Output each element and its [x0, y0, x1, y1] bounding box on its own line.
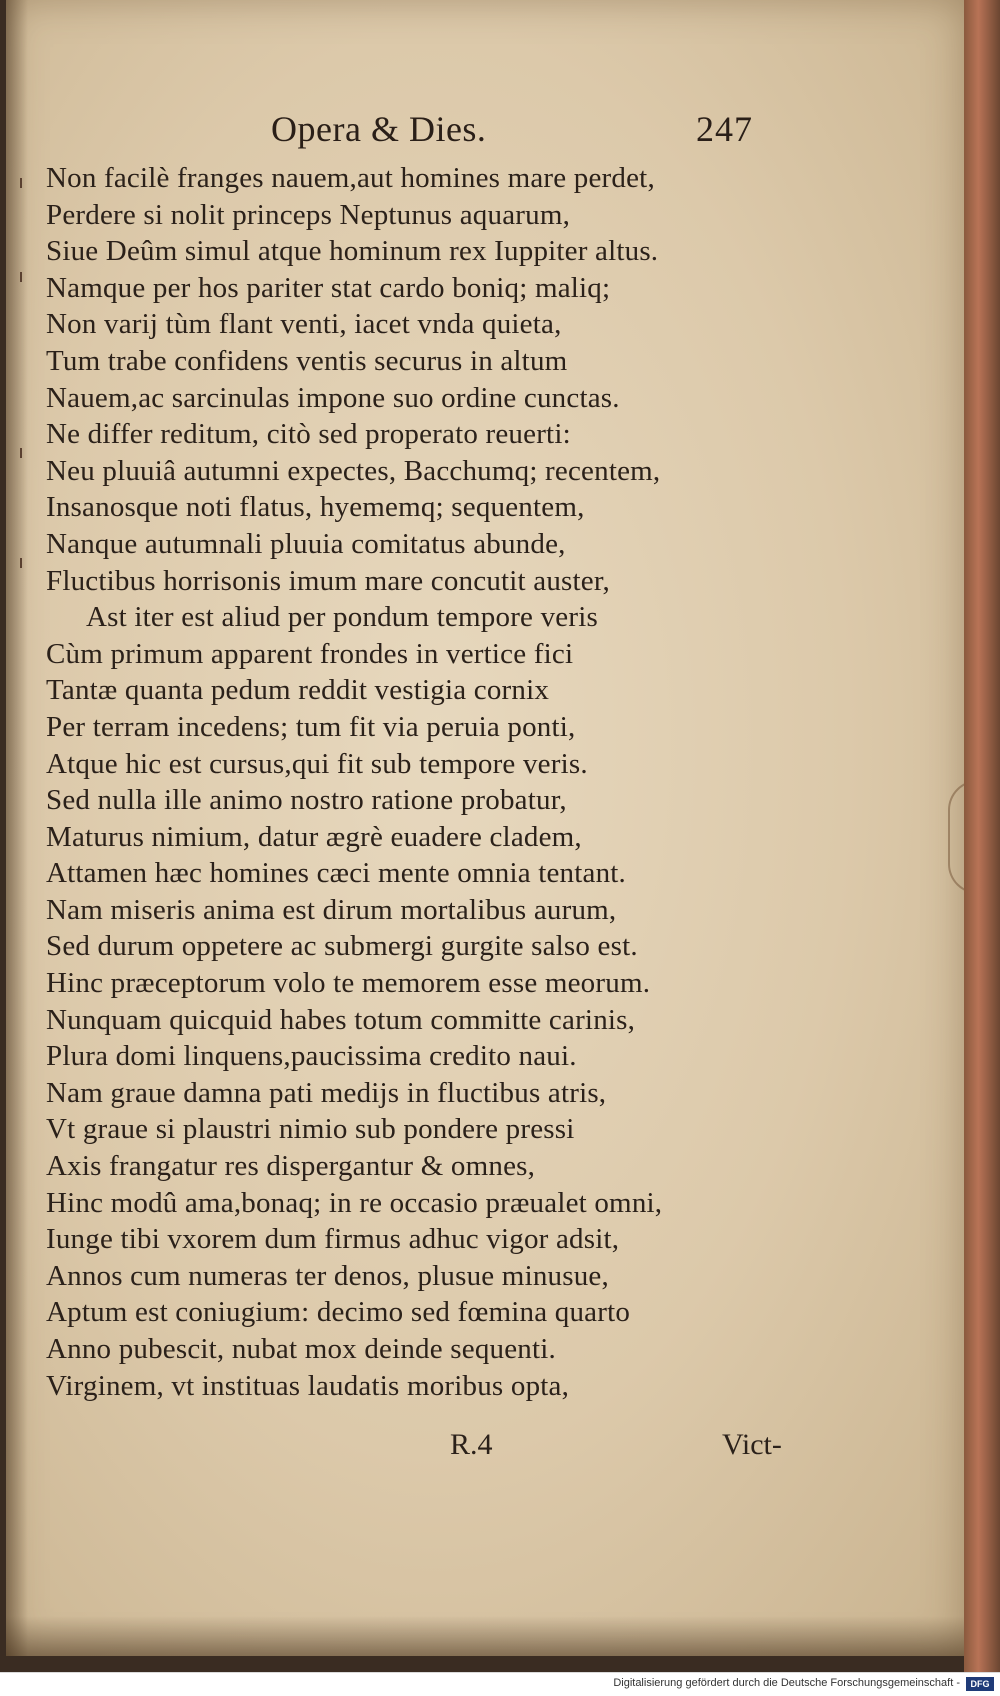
verse-line: Attamen hæc homines cæci mente omnia tentant.	[46, 857, 626, 890]
verse-line: Hinc præceptorum volo te memorem esse meorum.	[46, 967, 651, 1000]
verse-line: Axis frangatur res dispergantur & omnes,	[46, 1150, 536, 1183]
margin-mark	[20, 558, 22, 568]
funding-credit: Digitalisierung gefördert durch die Deutsche Forschungsgemeinschaft -	[613, 1677, 960, 1689]
verse-line: Virginem, vt instituas laudatis moribus opta,	[46, 1369, 570, 1402]
margin-mark	[20, 448, 22, 458]
verse-line: Nam graue damna pati medijs in fluctibus atris,	[46, 1076, 607, 1109]
verse-line: Atque hic est cursus,qui fit sub tempore veris.	[46, 747, 588, 780]
page-footer	[6, 1428, 964, 1478]
catchword: Vict-	[722, 1428, 782, 1461]
verse-line: Nanque autumnali pluuia comitatus abunde,	[46, 527, 566, 560]
signature-mark: R.4	[450, 1428, 493, 1461]
page-header	[6, 108, 964, 158]
verse-line: Maturus nimium, datur ægrè euadere cladem,	[46, 820, 582, 853]
gutter-shadow	[6, 0, 28, 1656]
verse-line: Aptum est coniugium: decimo sed fœmina quarto	[46, 1296, 631, 1329]
page-number: 247	[696, 109, 753, 149]
verse-line: Non varij tùm flant venti, iacet vnda quieta,	[46, 308, 562, 341]
verse-line: Perdere si nolit princeps Neptunus aquarum,	[46, 198, 571, 231]
verse-line: Namque per hos pariter stat cardo boniq; maliq;	[46, 271, 611, 304]
verse-line: Nauem,ac sarcinulas impone suo ordine cunctas.	[46, 381, 620, 414]
verse-line: Hinc modû ama,bonaq; in re occasio præualet omni,	[46, 1186, 663, 1219]
verse-line: Iunge tibi vxorem dum firmus adhuc vigor adsit,	[46, 1223, 620, 1256]
book-edge	[964, 0, 1000, 1672]
verse-line: Cùm primum apparent frondes in vertice fici	[46, 637, 574, 670]
verse-line: Vt graue si plaustri nimio sub pondere pressi	[46, 1113, 575, 1146]
verse-line: Sed nulla ille animo nostro ratione probatur,	[46, 784, 567, 817]
dfg-logo: DFG	[966, 1677, 994, 1691]
credit-bar	[0, 1672, 1000, 1696]
verse-line: Non facilè franges nauem,aut homines mare perdet,	[46, 162, 655, 194]
verse-line: Neu pluuiâ autumni expectes, Bacchumq; recentem,	[46, 454, 661, 487]
verse-line: Per terram incedens; tum fit via peruia ponti,	[46, 710, 576, 743]
verse-line: Anno pubescit, nubat mox deinde sequenti.	[46, 1333, 556, 1365]
verse-line: Nunquam quicquid habes totum committe carinis,	[46, 1003, 636, 1036]
verse-line: Siue Deûm simul atque hominum rex Iuppiter altus.	[46, 235, 659, 268]
verse-line: Ne differ reditum, citò sed properato reuerti:	[46, 418, 571, 451]
verse-line: Sed durum oppetere ac submergi gurgite salso est.	[46, 930, 638, 963]
running-head: Opera & Dies.	[271, 109, 487, 149]
verse-line: Nam miseris anima est dirum mortalibus aurum,	[46, 893, 617, 926]
margin-mark	[20, 272, 22, 282]
verse-line: Tum trabe confidens ventis securus in altum	[46, 344, 568, 377]
verse-line: Plura domi linquens,paucissima credito naui.	[46, 1040, 577, 1073]
verse-line: Insanosque noti flatus, hyememq; sequentem,	[46, 491, 585, 524]
verse-line: Fluctibus horrisonis imum mare concutit auster,	[46, 564, 610, 597]
verse-text-block	[46, 160, 946, 1404]
margin-mark	[20, 178, 22, 188]
verse-line: Annos cum numeras ter denos, plusue minusue,	[46, 1259, 609, 1292]
verse-line: Ast iter est aliud per pondum tempore veris	[86, 601, 598, 634]
bottom-edge-shadow	[6, 1616, 964, 1656]
verse-line: Tantæ quanta pedum reddit vestigia cornix	[46, 674, 550, 707]
book-page	[6, 0, 964, 1656]
